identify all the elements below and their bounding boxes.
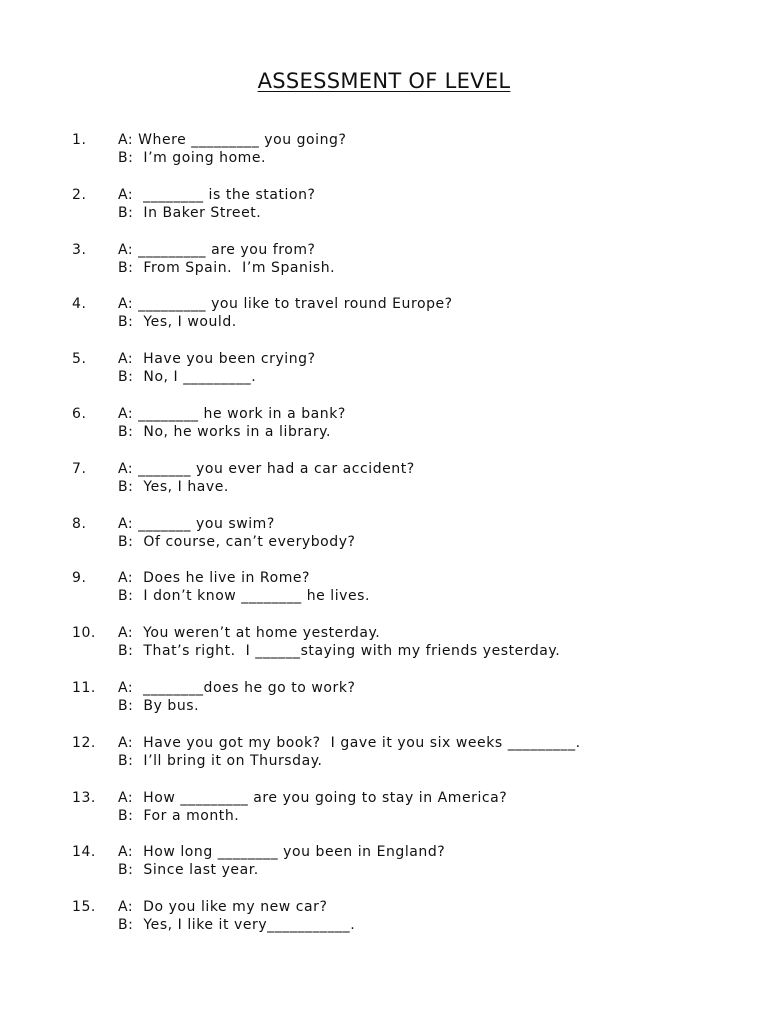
question-line-a: A: How _________ are you going to stay in America?	[118, 789, 508, 806]
question-line-a: A: _______ you swim?	[118, 515, 275, 532]
question-number: 15.	[72, 899, 96, 916]
question-list	[0, 131, 768, 953]
question-item	[0, 789, 768, 844]
question-line-a: A: _________ are you from?	[118, 241, 316, 258]
question-item	[0, 569, 768, 624]
answer-line-b: B: From Spain. I’m Spanish.	[118, 259, 336, 276]
question-item	[0, 131, 768, 186]
question-number: 13.	[72, 789, 96, 806]
question-line-a: A: Does he live in Rome?	[118, 570, 311, 587]
question-line-a: A: Have you got my book? I gave it you six weeks _________.	[118, 734, 581, 751]
question-item	[0, 186, 768, 241]
question-number: 7.	[72, 460, 87, 477]
question-number: 5.	[72, 351, 87, 368]
answer-line-b: B: In Baker Street.	[118, 204, 262, 221]
question-item	[0, 350, 768, 405]
question-line-a: A: ________does he go to work?	[118, 679, 356, 696]
answer-line-b: B: Yes, I would.	[118, 314, 237, 331]
question-line-a: A: ________ is the station?	[118, 186, 316, 203]
answer-line-b: B: Of course, can’t everybody?	[118, 533, 356, 550]
page-title	[0, 67, 768, 95]
question-item	[0, 460, 768, 515]
question-item	[0, 241, 768, 296]
question-item	[0, 843, 768, 898]
question-number: 11.	[72, 679, 96, 696]
question-item	[0, 515, 768, 570]
question-line-a: A: Do you like my new car?	[118, 899, 328, 916]
question-line-a: A: _______ you ever had a car accident?	[118, 460, 415, 477]
question-item	[0, 405, 768, 460]
answer-line-b: B: No, he works in a library.	[118, 423, 331, 440]
title-text: ASSESSMENT OF LEVEL	[257, 69, 511, 93]
answer-line-b: B: No, I _________.	[118, 369, 257, 386]
question-number: 9.	[72, 570, 87, 587]
question-number: 1.	[72, 132, 87, 148]
question-number: 6.	[72, 405, 87, 422]
question-number: 2.	[72, 186, 87, 203]
question-item	[0, 679, 768, 734]
question-item	[0, 295, 768, 350]
answer-line-b: B: I’ll bring it on Thursday.	[118, 752, 323, 769]
question-line-a: A: Where _________ you going?	[118, 132, 347, 148]
question-line-a: A: ________ he work in a bank?	[118, 405, 346, 422]
question-item	[0, 624, 768, 679]
question-number: 8.	[72, 515, 87, 532]
answer-line-b: B: By bus.	[118, 697, 200, 714]
answer-line-b: B: For a month.	[118, 807, 240, 824]
answer-line-b: B: Since last year.	[118, 862, 259, 879]
question-number: 10.	[72, 625, 96, 642]
question-number: 4.	[72, 296, 87, 313]
answer-line-b: B: That’s right. I ______staying with my friends yesterday.	[118, 643, 561, 660]
answer-line-b: B: I’m going home.	[118, 150, 267, 166]
question-line-a: A: _________ you like to travel round Europe?	[118, 296, 453, 313]
question-line-a: A: Have you been crying?	[118, 351, 316, 368]
answer-line-b: B: I don’t know ________ he lives.	[118, 588, 371, 605]
answer-line-b: B: Yes, I like it very___________.	[118, 917, 356, 934]
question-line-a: A: How long ________ you been in England?	[118, 844, 446, 861]
question-number: 12.	[72, 734, 96, 751]
question-line-a: A: You weren’t at home yesterday.	[118, 625, 381, 642]
question-item	[0, 898, 768, 953]
question-number: 14.	[72, 844, 96, 861]
question-number: 3.	[72, 241, 87, 258]
question-item	[0, 734, 768, 789]
answer-line-b: B: Yes, I have.	[118, 478, 229, 495]
